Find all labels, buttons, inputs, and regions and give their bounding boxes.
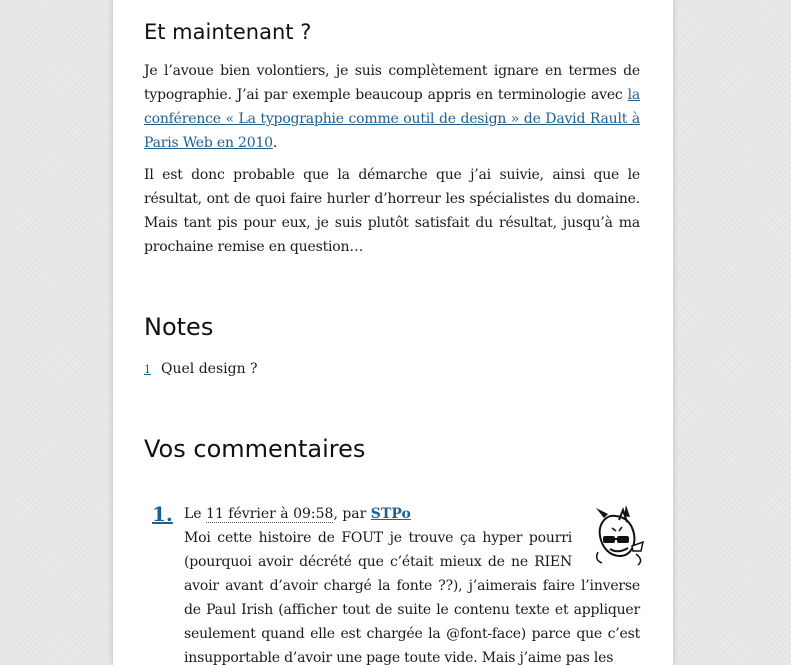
comment-date-prefix: Le: [184, 506, 207, 522]
comment-meta: [184, 502, 640, 526]
note-text-1: Quel design ?: [161, 361, 258, 377]
conference-link[interactable]: la conférence « La typographie comme outil de design » de David Rault à Paris Web en 2010: [144, 87, 640, 151]
comment-permalink-1[interactable]: 1.: [152, 502, 173, 526]
comment-date: 11 février à 09:58: [206, 506, 334, 522]
paragraph-text: Je l’avoue bien volontiers, je suis complètement ignare en termes de typographie. J’ai par exemple beaucoup appris en terminologie avec: [144, 63, 640, 103]
notes-heading: Notes: [144, 313, 214, 341]
paragraph-typography: [144, 59, 640, 155]
comments-heading: Vos commentaires: [144, 435, 366, 463]
comment-text: Moi cette histoire de FOUT je trouve ça hyper pourri (pourquoi avoir décrété que c’était mieux de ne RIEN avoir avant d’avoir chargé la fonte ??), j’aimerais faire l’inverse de Paul Irish (afficher tout de suite le contenu texte et appliquer seulement quand elle est chargée la @font-face) parce que c’est insupportable d’avoir une page toute vide. Mais j’aime pas les: [184, 530, 640, 665]
notes-list: [144, 357, 258, 382]
article-page: [113, 0, 673, 665]
cartoon-character-avatar-icon: [586, 502, 648, 568]
section-heading-et-maintenant: Et maintenant ?: [144, 20, 312, 44]
note-backlink-1[interactable]: 1: [144, 363, 151, 376]
comment-author-link[interactable]: STPo: [370, 506, 411, 522]
comment-1: [184, 502, 640, 665]
paragraph-conclusion: Il est donc probable que la démarche que j’ai suivie, ainsi que le résultat, ont de quoi faire hurler d’horreur les spécialistes du domaine. Mais tant pis pour eux, je suis plutôt satisfait du résultat, jusqu’à ma prochaine remise en question…: [144, 167, 640, 255]
comment-by: , par: [333, 506, 371, 522]
paragraph-end: .: [272, 135, 278, 151]
